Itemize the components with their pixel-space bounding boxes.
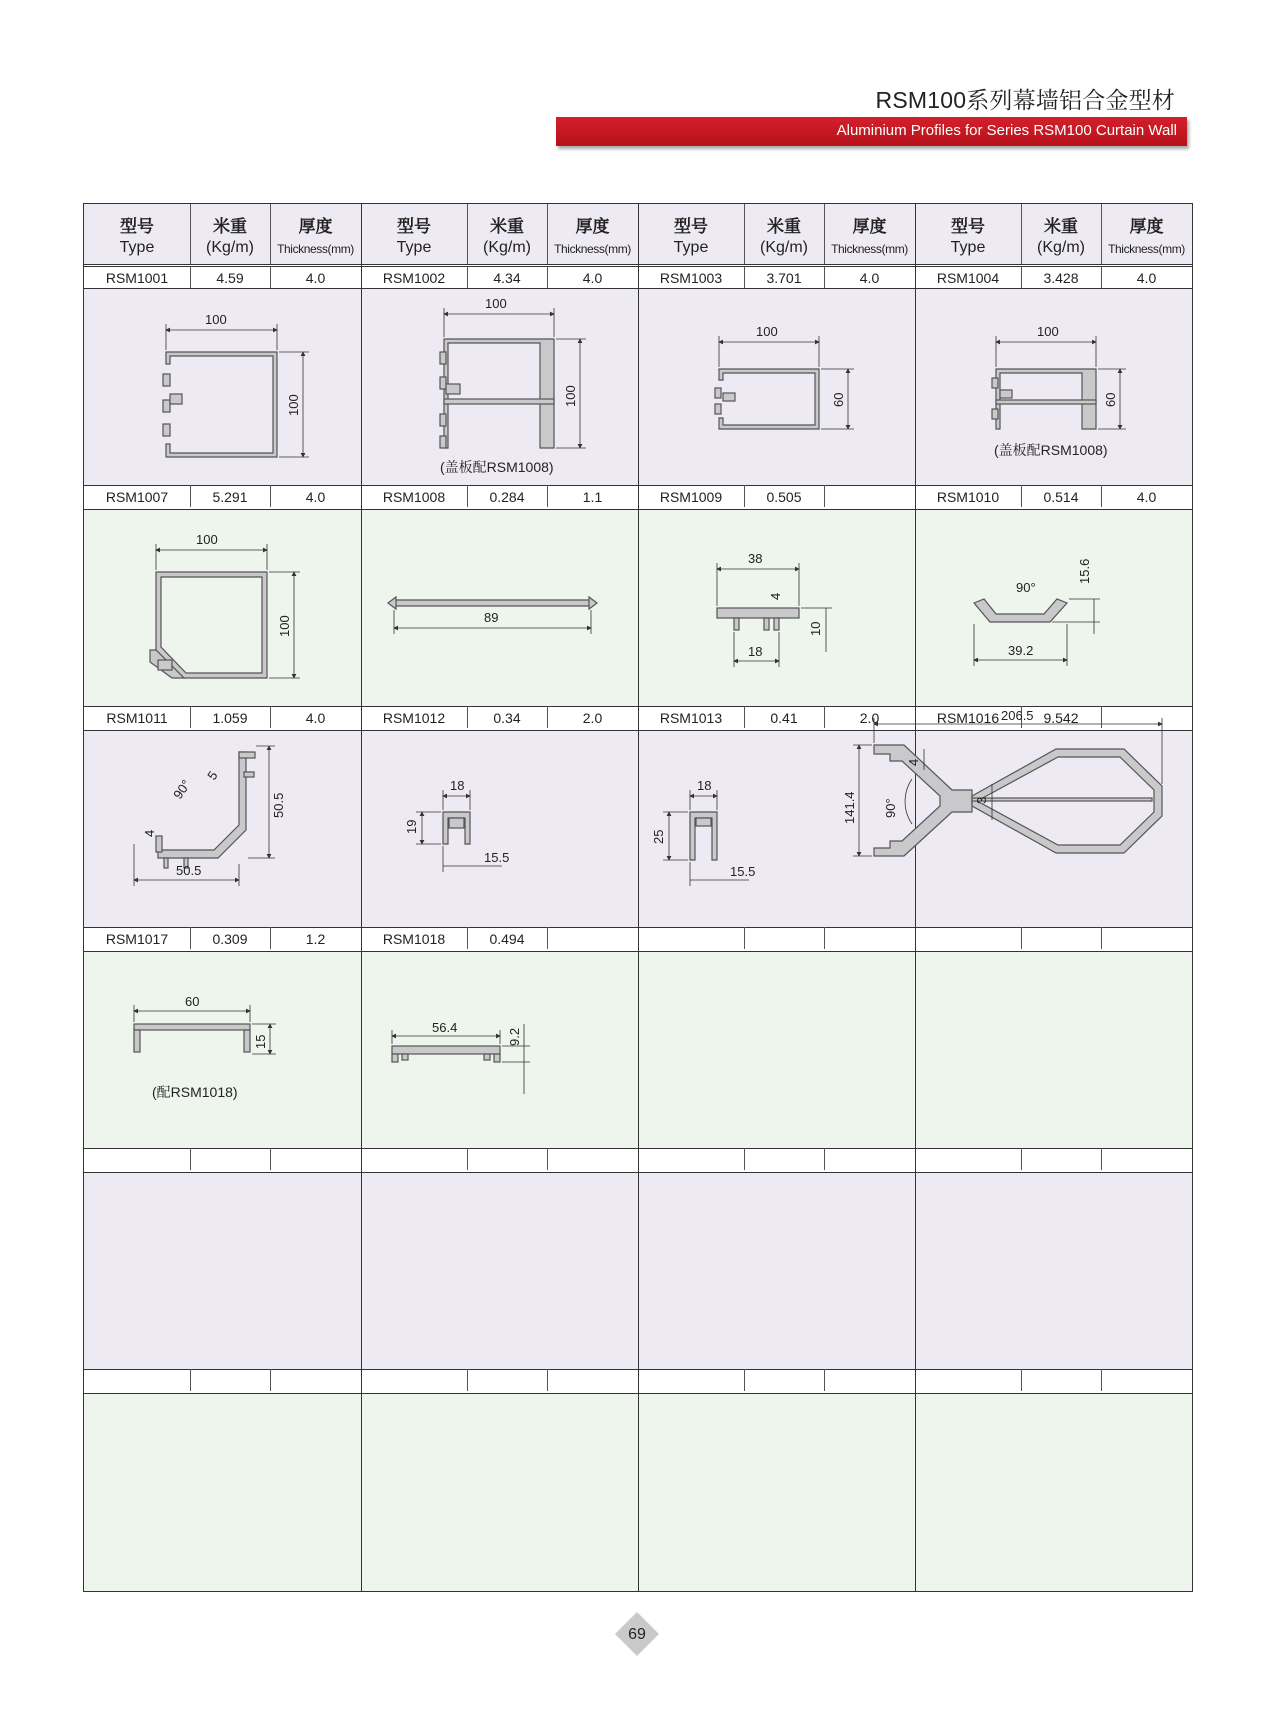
page-number-badge	[613, 1610, 661, 1658]
profile-rsm1003-drawing	[715, 369, 819, 429]
profile-weight-cell: 0.494	[489, 931, 525, 947]
profile-type-cell: RSM1007	[105, 489, 169, 505]
dim-label: 10	[808, 621, 823, 636]
profile-type-cell: RSM1018	[382, 931, 446, 947]
dim-label: 100	[205, 312, 227, 327]
profile-note: (盖板配RSM1008)	[994, 442, 1108, 458]
dim-label: 25	[651, 829, 666, 844]
profile-thick-cell: 4.0	[305, 489, 326, 505]
dim-label: 50.5	[271, 792, 286, 818]
profile-rsm1010-drawing	[974, 599, 1067, 622]
profile-weight-cell: 0.41	[770, 710, 798, 726]
dim-label: 89	[484, 610, 499, 625]
profile-weight-cell: 3.428	[1043, 270, 1079, 286]
dim-label: 38	[748, 551, 763, 566]
dim-label: 100	[286, 394, 301, 416]
column-header-en: Thickness(mm)	[1108, 242, 1185, 256]
column-header-en: Thickness(mm)	[277, 242, 354, 256]
profile-weight-cell: 0.284	[489, 489, 525, 505]
column-header-zh: 型号	[951, 217, 985, 236]
page-title: RSM100系列幕墙铝合金型材	[875, 87, 1175, 113]
dim-label: 100	[277, 615, 292, 637]
dim-label: 56.4	[432, 1020, 458, 1035]
subtitle-banner	[556, 117, 1187, 146]
column-header-zh: 厚度	[1129, 217, 1164, 236]
profile-weight-cell: 4.34	[493, 270, 521, 286]
dim-label: 100	[485, 296, 507, 311]
dim-label: 90°	[883, 798, 898, 818]
page-number: 69	[628, 1626, 646, 1643]
profile-rsm1008-drawing	[388, 597, 597, 609]
profile-thick-cell: 4.0	[582, 270, 603, 286]
profile-type-cell: RSM1008	[382, 489, 446, 505]
profile-weight-cell: 5.291	[212, 489, 248, 505]
column-header-en: Type	[950, 239, 986, 256]
profile-weight-cell: 3.701	[766, 270, 802, 286]
profile-type-cell: RSM1009	[659, 489, 723, 505]
column-header-en: Type	[119, 239, 155, 256]
dim-label: 39.2	[1008, 643, 1034, 658]
profile-rsm1004-drawing	[992, 369, 1096, 429]
profile-thick-cell: 4.0	[305, 270, 326, 286]
profile-type-cell: RSM1003	[659, 270, 723, 286]
dim-label: 4	[768, 592, 783, 600]
profile-drawings	[84, 204, 1192, 1591]
profile-rsm1007-drawing	[150, 572, 267, 678]
dim-label: 90°	[170, 777, 194, 802]
profile-thick-cell: 4.0	[859, 270, 880, 286]
dim-label: 19	[404, 819, 419, 834]
profile-weight-cell: 0.514	[1043, 489, 1079, 505]
dim-label: 15.5	[484, 850, 510, 865]
profile-rsm1001-drawing	[163, 352, 277, 457]
dim-label: 4	[142, 829, 157, 837]
profile-type-cell: RSM1017	[105, 931, 169, 947]
profile-rsm1018-drawing	[392, 1046, 500, 1062]
profile-thick-cell: 4.0	[1136, 489, 1157, 505]
profile-type-cell: RSM1016	[936, 710, 1000, 726]
profile-weight-cell: 0.309	[212, 931, 248, 947]
dim-label: 100	[196, 532, 218, 547]
dim-label: 100	[756, 324, 778, 339]
profile-weight-cell: 4.59	[216, 270, 244, 286]
profile-rsm1017-drawing	[134, 1024, 250, 1052]
profile-type-cell: RSM1011	[106, 710, 168, 726]
profile-table	[83, 203, 1193, 1592]
column-header-zh: 型号	[674, 217, 708, 236]
dim-label: 206.5	[1001, 708, 1034, 723]
column-header-en: (Kg/m)	[206, 239, 254, 256]
profile-type-cell: RSM1004	[936, 270, 1000, 286]
profile-note: (盖板配RSM1008)	[440, 459, 554, 475]
profile-weight-cell: 9.542	[1043, 710, 1079, 726]
dim-label: 90°	[1016, 580, 1036, 595]
profile-rsm1012-drawing	[443, 812, 470, 844]
column-header-zh: 型号	[397, 217, 431, 236]
dim-label: 5	[204, 768, 221, 783]
profile-rsm1002-drawing	[440, 339, 554, 448]
profile-weight-cell: 1.059	[212, 710, 248, 726]
profile-rsm1011-drawing	[156, 752, 255, 868]
dim-label: 18	[748, 644, 763, 659]
profile-thick-cell: 1.1	[582, 489, 603, 505]
column-header-en: Type	[673, 239, 709, 256]
column-header-zh: 米重	[490, 217, 524, 236]
profile-weight-cell: 0.34	[493, 710, 521, 726]
profile-type-cell: RSM1001	[105, 270, 169, 286]
profile-thick-cell: 4.0	[1136, 270, 1157, 286]
profile-rsm1013-drawing	[690, 812, 717, 860]
dim-label: 9.2	[507, 1027, 522, 1046]
dim-label: 60	[831, 392, 846, 407]
column-header-zh: 型号	[120, 217, 154, 236]
profile-note: (配RSM1018)	[152, 1084, 238, 1100]
profile-rsm1009-drawing	[717, 608, 799, 630]
dim-label: 50.5	[176, 863, 202, 878]
dim-label: 18	[450, 778, 465, 793]
profile-weight-cell: 0.505	[766, 489, 802, 505]
column-header-en: (Kg/m)	[760, 239, 808, 256]
dim-label: 60	[1103, 392, 1118, 407]
page-subtitle: Aluminium Profiles for Series RSM100 Curtain Wall	[836, 122, 1177, 139]
profile-type-cell: RSM1010	[936, 489, 1000, 505]
column-header-en: Thickness(mm)	[831, 242, 908, 256]
column-header-zh: 米重	[213, 217, 247, 236]
dim-label: 15.6	[1077, 558, 1092, 584]
dim-label: 15.5	[730, 864, 756, 879]
column-header-en: (Kg/m)	[1037, 239, 1085, 256]
profile-thick-cell: 4.0	[305, 710, 326, 726]
dim-label: 15	[253, 1034, 268, 1049]
column-header-en: Type	[396, 239, 432, 256]
dim-label: 60	[185, 994, 200, 1009]
column-header-zh: 厚度	[852, 217, 887, 236]
profile-type-cell: RSM1012	[382, 710, 446, 726]
dim-label: 100	[563, 385, 578, 407]
dim-label: 18	[697, 778, 712, 793]
profile-thick-cell: 2.0	[582, 710, 603, 726]
profile-thick-cell: 1.2	[305, 931, 326, 947]
profile-type-cell: RSM1013	[659, 710, 723, 726]
dim-label: 141.4	[842, 791, 857, 824]
column-header-zh: 米重	[1044, 217, 1078, 236]
column-header-zh: 米重	[767, 217, 801, 236]
column-header-en: Thickness(mm)	[554, 242, 631, 256]
profile-thick-cell: 2.0	[859, 710, 880, 726]
column-header-en: (Kg/m)	[483, 239, 531, 256]
profile-type-cell: RSM1002	[382, 270, 446, 286]
column-header-zh: 厚度	[298, 217, 333, 236]
dim-label: 4	[906, 758, 921, 766]
dim-label: 100	[1037, 324, 1059, 339]
column-header-zh: 厚度	[575, 217, 610, 236]
dim-label: 3	[974, 796, 989, 804]
